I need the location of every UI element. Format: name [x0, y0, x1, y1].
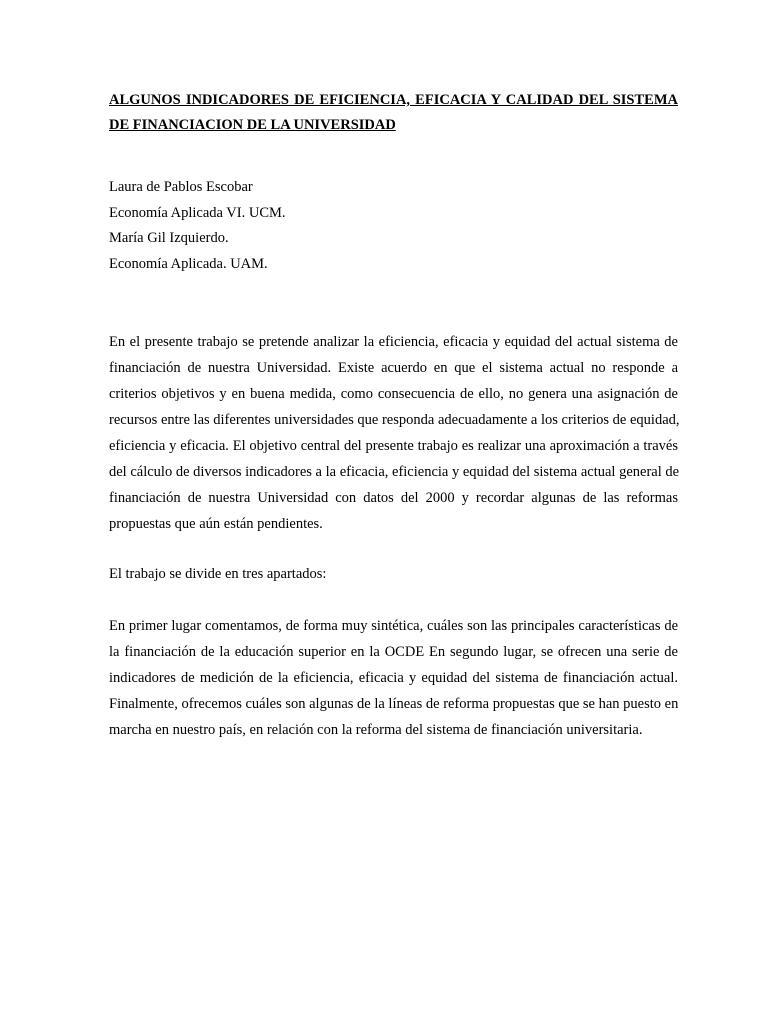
paragraph-line: la financiación de la educación superior en la OCDE En segundo lugar, se ofrecen una serie de — [109, 644, 678, 660]
body-paragraph-outline — [109, 613, 678, 743]
paragraph-line: En el presente trabajo se pretende analizar la eficiencia, eficacia y equidad del actual sistema de — [109, 334, 678, 350]
title-line: DE FINANCIACION DE LA UNIVERSIDAD — [109, 117, 396, 133]
paragraph-line: marcha en nuestro país, en relación con la reforma del sistema de financiación universitaria. — [109, 722, 643, 738]
author-block — [109, 175, 678, 277]
paragraph-line: criterios objetivos y en buena medida, como consecuencia de ello, no genera una asignación de — [109, 386, 678, 402]
paragraph-line: recursos entre las diferentes universidades que responda adecuadamente a los criterios de equidad, — [109, 412, 680, 428]
document-title — [109, 88, 678, 138]
author-affiliation: Economía Aplicada. UAM. — [109, 255, 268, 272]
paragraph-line: El trabajo se divide en tres apartados: — [109, 566, 327, 582]
author-name: María Gil Izquierdo. — [109, 230, 229, 246]
author-affiliation: Economía Aplicada VI. UCM. — [109, 204, 286, 221]
document-page — [109, 88, 678, 743]
paragraph-line: En primer lugar comentamos, de forma muy sintética, cuáles son las principales características de — [109, 618, 678, 634]
paragraph-line: propuestas que aún están pendientes. — [109, 516, 323, 532]
body-paragraph-sections — [109, 561, 678, 587]
paragraph-line: financiación de nuestra Universidad con datos del 2000 y recordar algunas de las reformas — [109, 490, 678, 506]
title-line: ALGUNOS INDICADORES DE EFICIENCIA, EFICACIA Y CALIDAD DEL SISTEMA — [109, 92, 678, 108]
paragraph-line: financiación de nuestra Universidad. Existe acuerdo en que el sistema actual no responde a — [109, 360, 678, 376]
paragraph-line: indicadores de medición de la eficiencia, eficacia y equidad del sistema de financiación actual. — [109, 670, 678, 686]
paragraph-line: eficiencia y eficacia. El objetivo central del presente trabajo es realizar una aproximación a través — [109, 438, 678, 454]
body-paragraph-intro — [109, 329, 678, 537]
paragraph-line: del cálculo de diversos indicadores a la eficacia, eficiencia y equidad del sistema actual general de — [109, 464, 680, 480]
author-name: Laura de Pablos Escobar — [109, 179, 253, 195]
paragraph-line: Finalmente, ofrecemos cuáles son algunas de la líneas de reforma propuestas que se han puesto en — [109, 696, 679, 712]
